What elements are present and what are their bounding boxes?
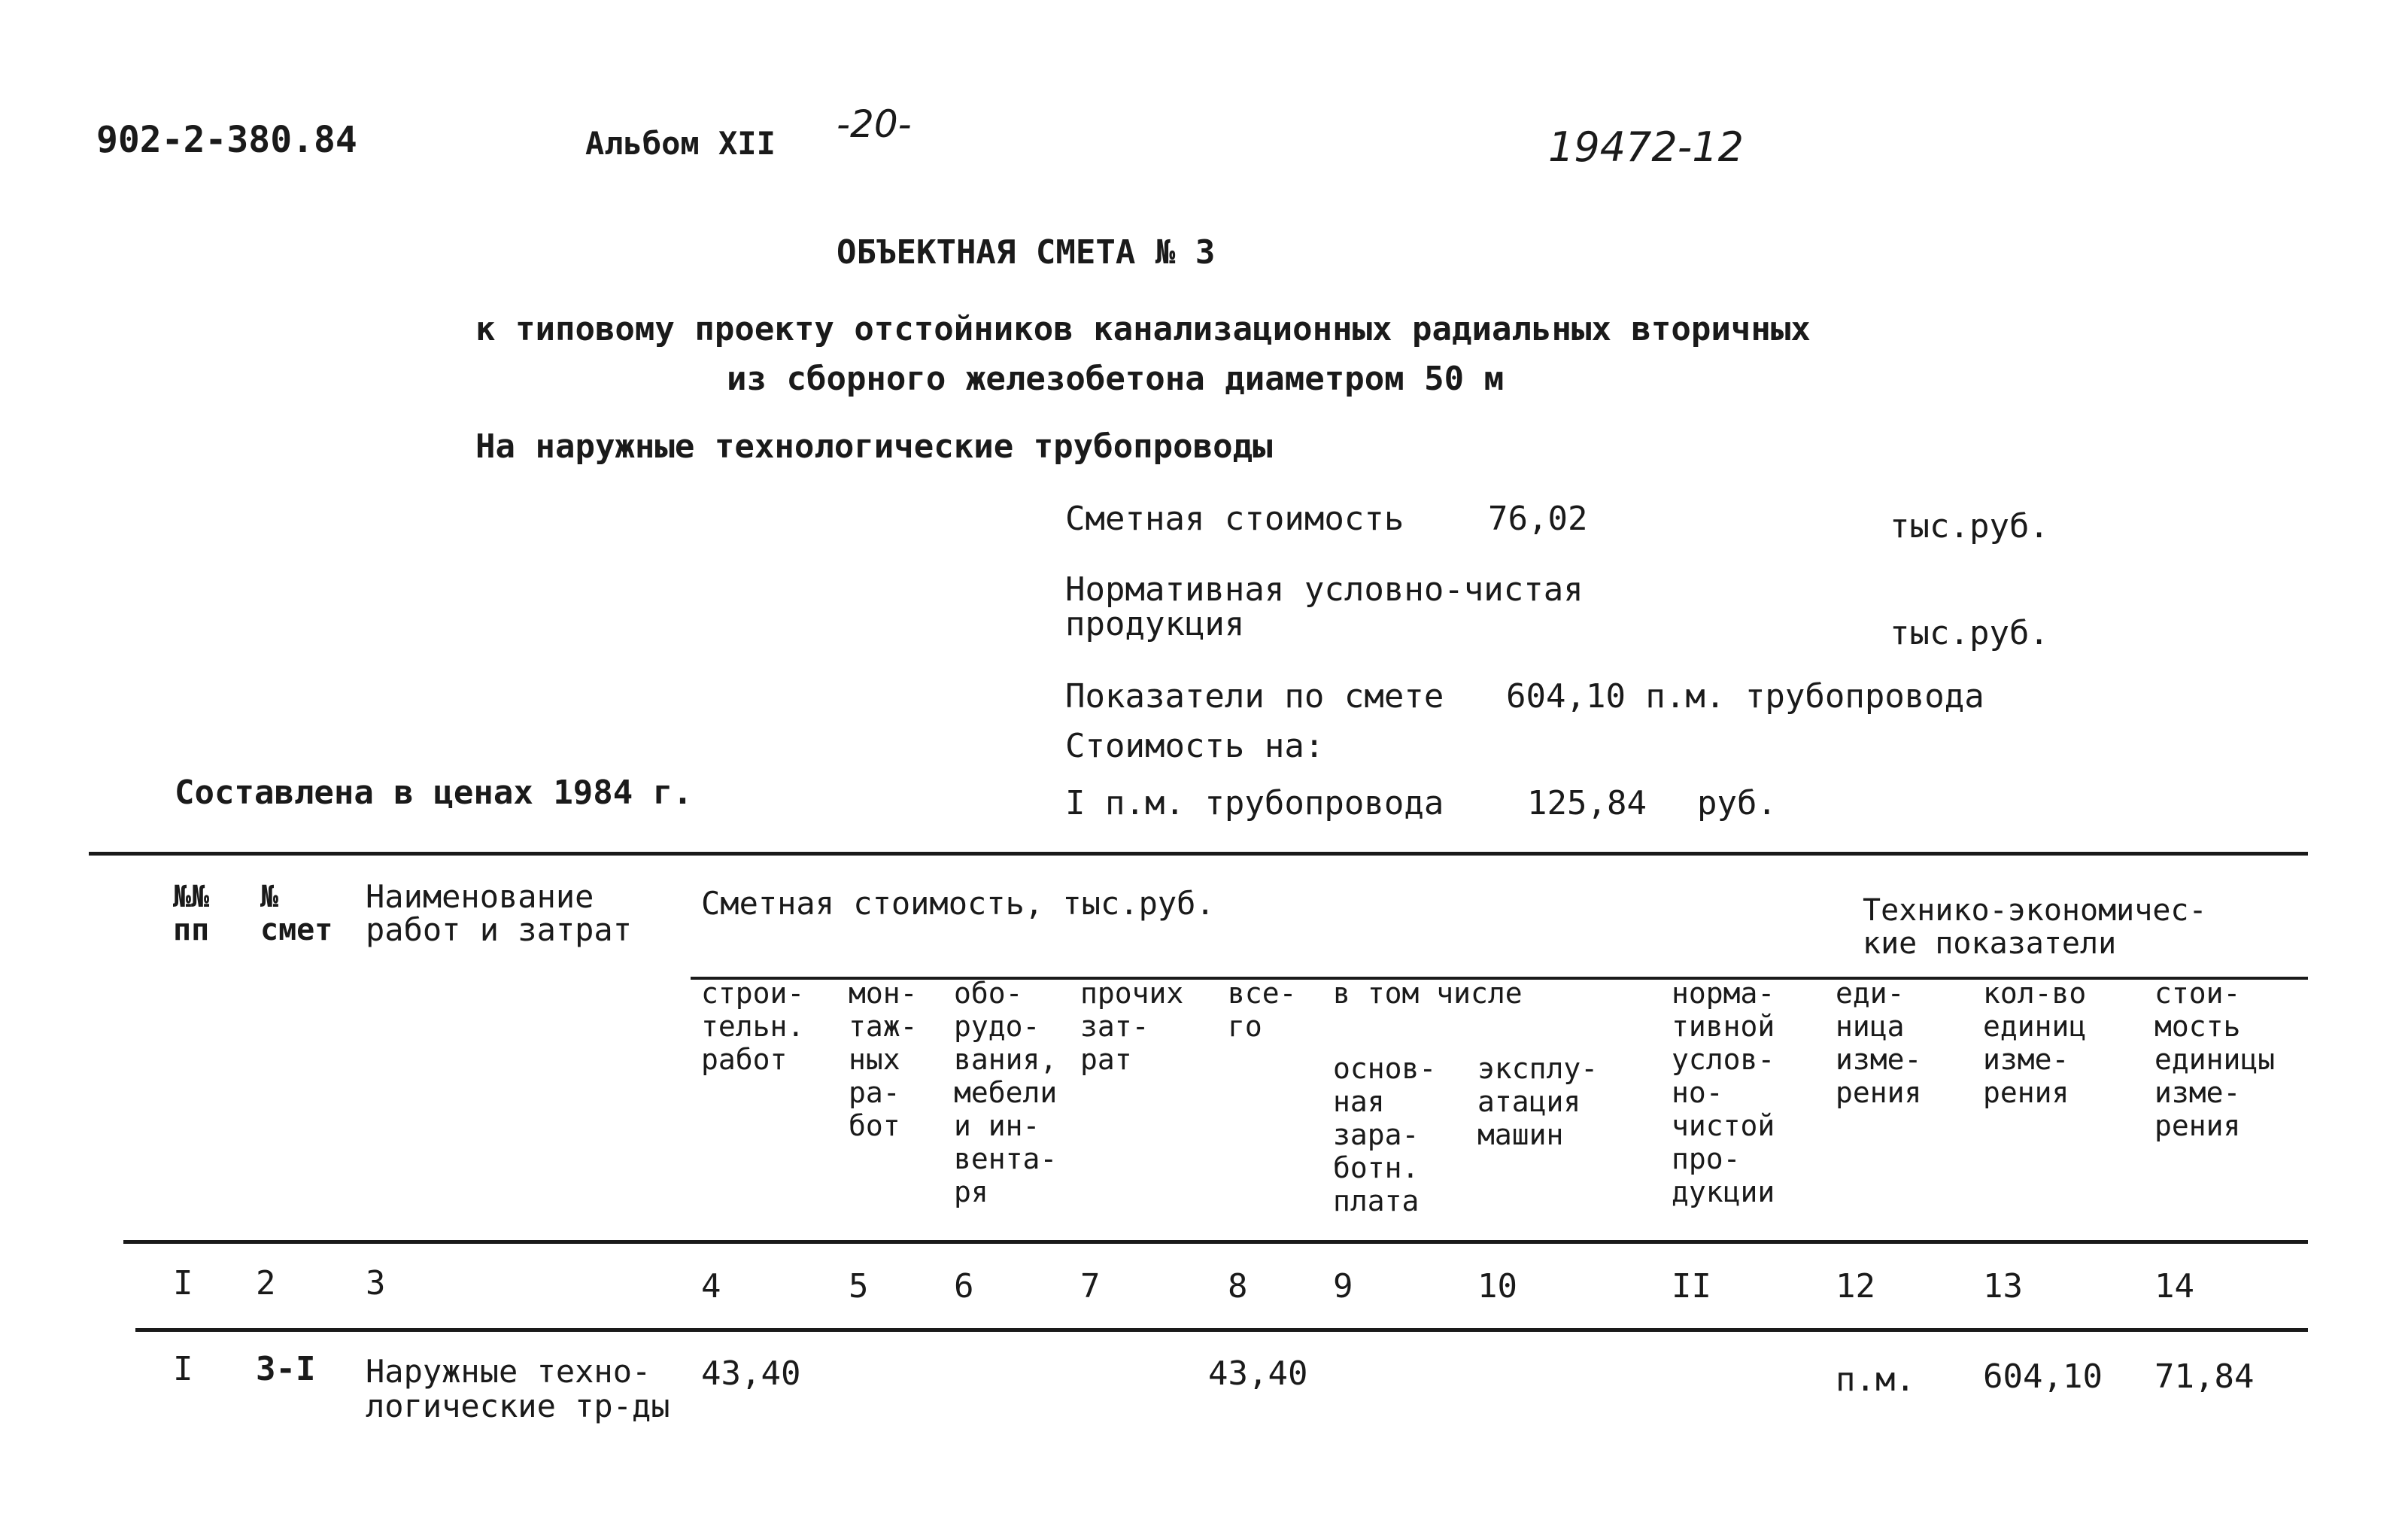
album-label: Альбом XII: [585, 125, 776, 162]
header-machine-operation: эксплу- атация машин: [1477, 1052, 1599, 1151]
header-unit-cost: стои- мость единицы изме- рения: [2154, 977, 2276, 1142]
header-total: все- го: [1228, 977, 1297, 1043]
col-number: 7: [1080, 1267, 1101, 1306]
normative-label-2: продукция: [1065, 605, 1245, 643]
estimate-purpose: На наружные технологические трубопроводы: [475, 427, 1273, 466]
cost-value: 76,02: [1488, 500, 1588, 538]
col-number: 5: [849, 1267, 869, 1306]
normative-label-1: Нормативная условно-чистая: [1065, 570, 1584, 609]
cost-per-label: Стоимость на:: [1065, 727, 1325, 765]
subtitle-line-1: к типовому проекту отстойников канализационных радиальных вторичных: [475, 310, 1811, 348]
row-number: I: [173, 1350, 193, 1388]
header-including: в том числе: [1333, 977, 1523, 1010]
col-number: 14: [2154, 1267, 2194, 1306]
header-normative-product: норма- тивной услов- но- чистой про- дукции: [1672, 977, 1775, 1208]
header-equipment: обо- рудо- вания, мебели и ин- вента- ря: [954, 977, 1058, 1208]
col-number: 3: [366, 1264, 386, 1303]
col-number: 9: [1333, 1267, 1353, 1306]
inventory-number: 19472-12: [1548, 123, 1744, 171]
col-number: 8: [1228, 1267, 1248, 1306]
document-title: ОБЪЕКТНАЯ СМЕТА № 3: [837, 233, 1216, 272]
subtitle-line-2: из сборного железобетона диаметром 50 м: [727, 360, 1505, 398]
col-number: 12: [1836, 1267, 1875, 1306]
col-number: 2: [256, 1264, 276, 1303]
col-number: 4: [701, 1267, 721, 1306]
unit-cost-label: I п.м. трубопровода: [1065, 784, 1444, 822]
prices-note: Составлена в ценах 1984 г.: [175, 774, 693, 812]
col-number: 13: [1983, 1267, 2023, 1306]
unit-cost-unit: руб.: [1697, 784, 1777, 822]
indicators-value: 604,10 п.м. трубопровода: [1506, 677, 1984, 716]
table-header-bottom-rule: [123, 1240, 2308, 1244]
page-mark: -20-: [837, 102, 912, 146]
header-base-salary: основ- ная зара- ботн. плата: [1333, 1052, 1437, 1217]
header-construction: строи- тельн. работ: [701, 977, 805, 1076]
row-quantity: 604,10: [1983, 1357, 2103, 1396]
unit-cost-value: 125,84: [1527, 784, 1647, 822]
table-colnum-rule: [135, 1328, 2308, 1332]
header-quantity: кол-во единиц изме- рения: [1983, 977, 2087, 1109]
header-unit: еди- ница изме- рения: [1836, 977, 1922, 1109]
row-total-cost: 43,40: [1208, 1354, 1308, 1393]
col-number: 6: [954, 1267, 974, 1306]
row-estimate-number: 3-I: [256, 1350, 316, 1388]
header-row-number: №№ пп: [173, 880, 210, 947]
row-construction-cost: 43,40: [701, 1354, 801, 1393]
header-installation: мон- таж- ных ра- бот: [849, 977, 918, 1142]
row-unit-cost: 71,84: [2154, 1357, 2255, 1396]
header-other: прочих зат- рат: [1080, 977, 1184, 1076]
normative-unit: тыс.руб.: [1890, 614, 2049, 652]
header-work-name: Наименование работ и затрат: [366, 878, 633, 948]
col-number: I: [173, 1264, 193, 1303]
col-number: II: [1672, 1267, 1711, 1306]
row-unit: п.м.: [1836, 1360, 1915, 1399]
col-number: 10: [1477, 1267, 1517, 1306]
header-tech-group: Технико-экономичес- кие показатели: [1863, 893, 2207, 961]
table-top-rule: [89, 852, 2308, 856]
cost-unit: тыс.руб.: [1890, 507, 2049, 546]
header-estimate-number: № смет: [260, 880, 333, 947]
row-work-name: Наружные техно- логические тр-ды: [366, 1353, 670, 1424]
header-cost-group: Сметная стоимость, тыс.руб.: [701, 885, 1215, 922]
indicators-label: Показатели по смете: [1065, 677, 1444, 716]
doc-code: 902-2-380.84: [96, 119, 357, 161]
cost-label: Сметная стоимость: [1065, 500, 1404, 538]
